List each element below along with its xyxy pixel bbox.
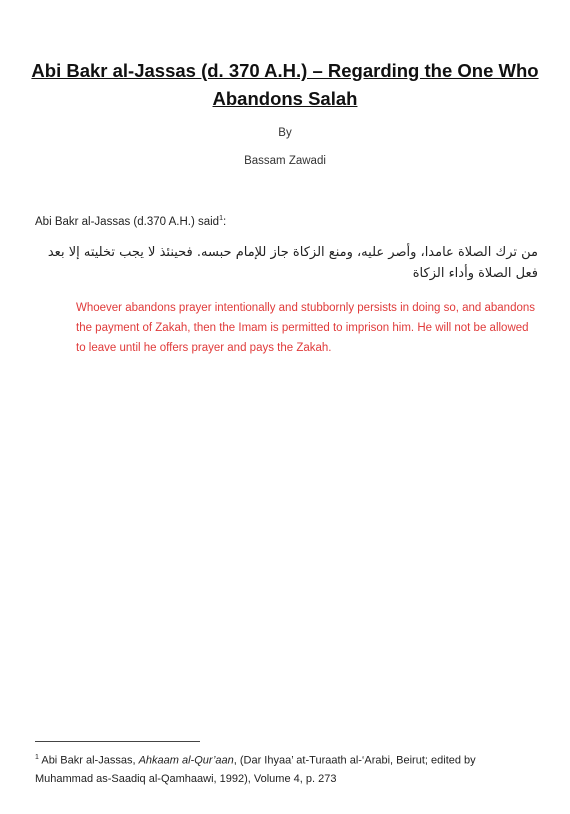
quote-intro-suffix: : bbox=[223, 215, 227, 228]
quote-intro bbox=[35, 215, 226, 228]
footnote-citation: , (Dar Ihyaa’ at-Turaath al-‘Arabi, Beirut; edited by Muhammad as-Saadiq al-Qamhaawi, 1992), Volume 4, p. 273 bbox=[35, 754, 476, 785]
by-label: By bbox=[278, 127, 292, 139]
footnote-lead: Abi Bakr al-Jassas, bbox=[38, 754, 139, 767]
footnote-separator bbox=[35, 741, 200, 742]
arabic-quote: من ترك الصلاة عامدا، وأصر عليه، ومنع الزكاة جاز للإمام حبسه. فحينئذ لا يجب تخليته إلا بعد فعل الصلاة وأداء الزكاة bbox=[47, 245, 538, 281]
footnote bbox=[35, 749, 535, 788]
footnote-reference-marker[interactable]: 1 bbox=[219, 215, 223, 222]
translation-text: Whoever abandons prayer intentionally and stubbornly persists in doing so, and abandons the payment of Zakah, then the Imam is permitted to imprison him. He will not be allowed to leave until he offers prayer and pays the Zakah. bbox=[76, 302, 536, 354]
document-title: Abi Bakr al-Jassas (d. 370 A.H.) – Regarding the One Who Abandons Salah bbox=[31, 60, 539, 109]
footnote-marker: 1 bbox=[35, 754, 39, 761]
author-name: Bassam Zawadi bbox=[244, 155, 326, 167]
quote-intro-text: Abi Bakr al-Jassas (d.370 A.H.) said bbox=[35, 215, 220, 228]
footnote-book-title: Ahkaam al-Qur’aan bbox=[138, 754, 234, 767]
